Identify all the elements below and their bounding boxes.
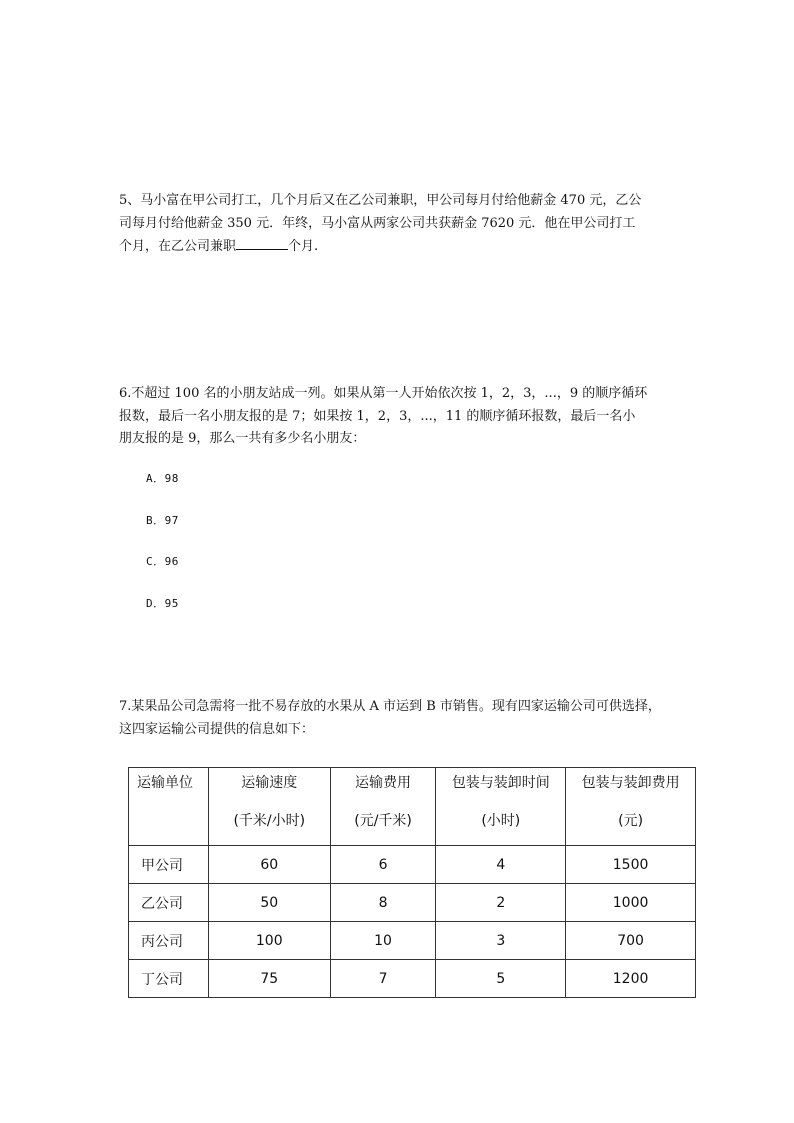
table-row — [129, 960, 696, 998]
cell-speed: 75 — [208, 960, 330, 998]
cell-pack-cost: 700 — [566, 922, 696, 960]
q5-line-3-pre: 个月，在乙公司兼职 — [119, 239, 237, 254]
option-c[interactable]: C．96 — [146, 555, 179, 568]
cell-pack-time: 5 — [436, 960, 566, 998]
q6-line-1: 6.不超过 100 名的小朋友站成一列。如果从第一人开始依次按 1，2，3，...，9 的顺序循环 — [119, 386, 648, 401]
q6-line-2: 报数，最后一名小朋友报的是 7；如果按 1，2，3，...，11 的顺序循环报数，最后一名小 — [119, 408, 636, 424]
cell-cost: 7 — [330, 960, 436, 998]
cell-pack-time: 2 — [436, 884, 566, 922]
cell-cost: 8 — [330, 884, 436, 922]
cell-speed: 100 — [208, 922, 330, 960]
transport-info-table — [128, 767, 696, 998]
header-cost: 运输费用 (元/千米) — [330, 768, 436, 846]
cell-pack-cost: 1200 — [566, 960, 696, 998]
cell-speed: 60 — [208, 846, 330, 884]
option-b[interactable]: B．97 — [146, 514, 179, 527]
q5-line-3-post: 个月. — [288, 239, 319, 254]
question-6 — [119, 383, 679, 451]
cell-company: 甲公司 — [129, 846, 209, 884]
header-pack-cost: 包装与装卸费用 (元) — [566, 768, 696, 846]
q7-line-2: 这四家运输公司提供的信息如下： — [119, 721, 315, 737]
table-row — [129, 884, 696, 922]
cell-cost: 6 — [330, 846, 436, 884]
table-row — [129, 846, 696, 884]
table-row — [129, 922, 696, 960]
q5-line-2: 司每月付给他薪金 350 元．年终，马小富从两家公司共获薪金 7620 元．他在甲公司打工 — [119, 215, 636, 231]
cell-cost: 10 — [330, 922, 436, 960]
cell-pack-cost: 1000 — [566, 884, 696, 922]
cell-company: 丁公司 — [129, 960, 209, 998]
q5-line-3 — [119, 235, 679, 259]
header-speed: 运输速度 (千米/小时) — [208, 768, 330, 846]
header-unit: 运输单位 — [129, 768, 209, 846]
question-5 — [119, 190, 679, 259]
cell-pack-time: 3 — [436, 922, 566, 960]
cell-speed: 50 — [208, 884, 330, 922]
q5-line-1: 5、马小富在甲公司打工，几个月后又在乙公司兼职，甲公司每月付给他薪金 470 元，乙公 — [119, 193, 642, 208]
answer-blank[interactable] — [236, 235, 288, 250]
header-pack-time: 包装与装卸时间 (小时) — [436, 768, 566, 846]
q7-line-1: 7.某果品公司急需将一批不易存放的水果从 A 市运到 B 市销售。现有四家运输公司可供选择， — [119, 699, 661, 714]
cell-company: 丙公司 — [129, 922, 209, 960]
cell-company: 乙公司 — [129, 884, 209, 922]
cell-pack-time: 4 — [436, 846, 566, 884]
q6-line-3: 朋友报的是 9，那么一共有多少名小朋友： — [119, 431, 366, 446]
option-d[interactable]: D．95 — [146, 597, 179, 610]
table-header-row — [129, 768, 696, 846]
cell-pack-cost: 1500 — [566, 846, 696, 884]
option-a[interactable]: A．98 — [146, 472, 179, 485]
question-7 — [119, 696, 679, 741]
